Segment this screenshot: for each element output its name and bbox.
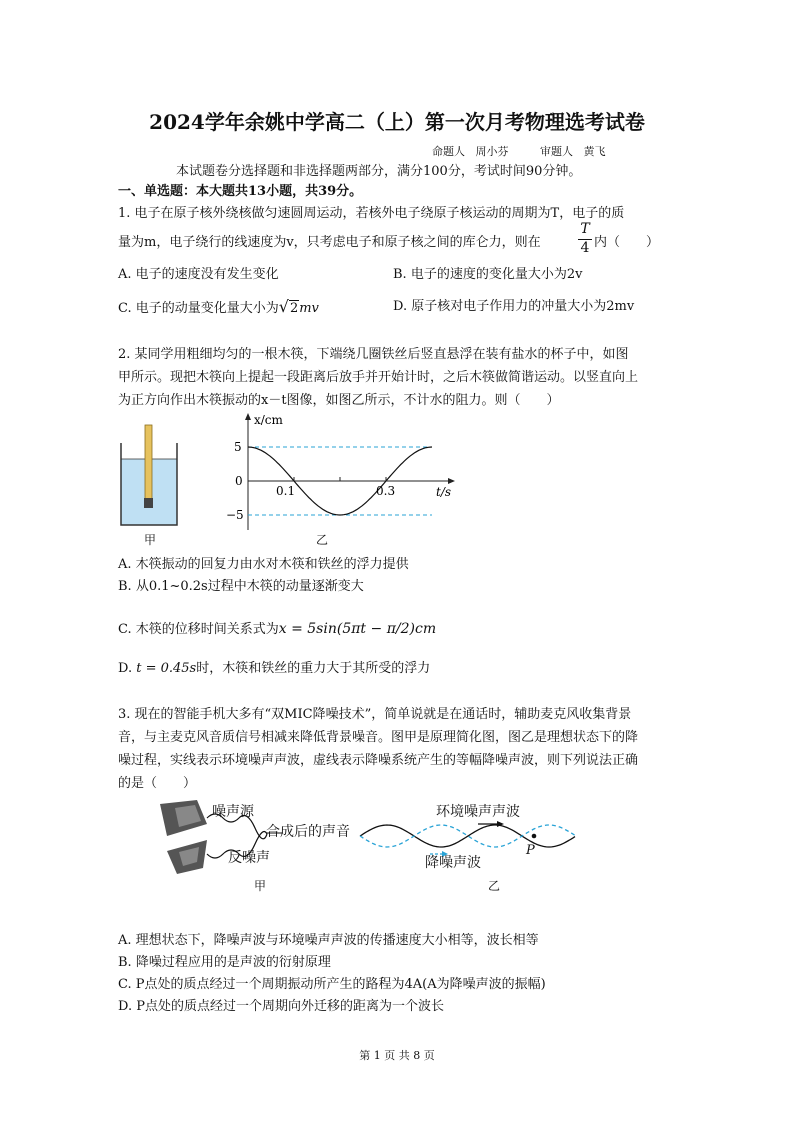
y-axis-arrow xyxy=(245,413,251,420)
q1-line1: 1. 电子在原子核外绕核做匀速圆周运动，若核外电子绕原子核运动的周期为T，电子的质 xyxy=(118,206,625,221)
q1-option-a: A. 电子的速度没有发生变化 xyxy=(118,267,279,282)
q2-option-d-text: 时，木筷和铁丝的重力大于其所受的浮力 xyxy=(196,661,431,676)
q3-option-b: B. 降噪过程应用的是声波的衍射原理 xyxy=(118,955,331,970)
y-tick-minus5: −5 xyxy=(226,508,244,522)
q1-option-d: D. 原子核对电子作用力的冲量大小为2mv xyxy=(393,299,635,314)
x-tick-0.3: 0.3 xyxy=(376,484,396,498)
q3-option-d: D. P点处的质点经过一个周期向外迁移的距离为一个波长 xyxy=(118,999,444,1014)
reviewer-label: 审题人 xyxy=(539,145,573,158)
env-wave-label: 环境噪声声波 xyxy=(436,804,520,820)
cancel-wave-label: 降噪声波 xyxy=(425,855,481,871)
q2-line1: 2. 某同学用粗细均匀的一根木筷，下端绕几圈铁丝后竖直悬浮在装有盐水的杯子中，如图 xyxy=(118,347,629,362)
point-p-label: P xyxy=(526,843,535,858)
q3-line4: 的是（ ） xyxy=(118,776,197,791)
section-heading: 一、单选题：本大题共13小题，共39分。 xyxy=(118,184,363,199)
xt-chart xyxy=(222,410,462,535)
q2-option-d: D. t = 0.45s时，木筷和铁丝的重力大于其所受的浮力 xyxy=(118,661,431,676)
mic-figure xyxy=(155,796,365,891)
q1-option-c xyxy=(118,298,319,317)
q2-option-b: B. 从0.1~0.2s过程中木筷的动量逐渐变大 xyxy=(118,579,364,594)
q1-option-b: B. 电子的速度的变化量大小为2v xyxy=(393,267,583,282)
q1-frac-den: 4 xyxy=(580,240,590,256)
cup-figure xyxy=(112,415,192,535)
q2-line2: 甲所示。现把木筷向上提起一段距离后放手并开始计时，之后木筷做简谐运动。以竖直向上 xyxy=(118,370,639,385)
q3-line1: 3. 现在的智能手机大多有“双MIC降噪技术”，简单说就是在通话时，辅助麦克风收集背景 xyxy=(118,707,632,722)
q1-line2a: 量为m，电子绕行的线速度为v，只考虑电子和原子核之间的库仑力，则在 xyxy=(118,235,541,250)
x-tick-0.1: 0.1 xyxy=(276,484,296,498)
authors-line xyxy=(432,143,605,160)
q2-option-c-text: C. 木筷的位移时间关系式为 xyxy=(118,622,279,637)
env-noise-wave-curve xyxy=(360,825,575,847)
noise-source-label: 噪声源 xyxy=(212,804,254,820)
fig3-jia-label: 甲 xyxy=(254,879,267,893)
q2-line3: 为正方向作出木筷振动的x－t图像，如图乙所示，不计水的阻力。则（ ） xyxy=(118,393,560,408)
y-axis-label: x/cm xyxy=(254,413,283,427)
reviewer-name: 黄飞 xyxy=(583,145,606,158)
q1-frac-num: T xyxy=(580,221,590,237)
q3-line2: 音，与主麦克风音质信号相减来降低背景噪音。图甲是原理简化图，图乙是理想状态下的降 xyxy=(118,730,639,745)
page-footer: 第 1 页 共 8 页 xyxy=(359,1049,435,1062)
x-ticks xyxy=(294,477,386,481)
q1-line2b: 内（ ） xyxy=(594,235,660,250)
page-title: 2024学年余姚中学高二（上）第一次月考物理选考试卷 xyxy=(149,110,645,134)
point-p-marker xyxy=(532,834,537,839)
combined-sound-label: 合成后的声音 xyxy=(266,824,350,840)
x-axis-arrow xyxy=(448,478,455,484)
fig3-yi-label: 乙 xyxy=(488,879,501,893)
y-tick-0: 0 xyxy=(235,474,243,488)
x-axis-label: t/s xyxy=(436,485,452,499)
q1-option-c-mv: mv xyxy=(299,301,319,316)
fig-yi-label: 乙 xyxy=(316,533,329,547)
iron-wire xyxy=(144,498,153,508)
q2-time-value: t = 0.45s xyxy=(136,661,197,676)
chopstick xyxy=(145,425,152,505)
q3-line3: 噪过程，实线表示环境噪声声波，虚线表示降噪系统产生的等幅降噪声波，则下列说法正确 xyxy=(118,753,639,768)
sqrt-sign: √ xyxy=(278,297,289,316)
fig-jia-label: 甲 xyxy=(144,533,157,547)
q1-line2 xyxy=(118,234,541,251)
q1-sqrt-value: 2 xyxy=(289,301,299,316)
instructions: 本试题卷分选择题和非选择题两部分，满分100分，考试时间90分钟。 xyxy=(176,164,582,179)
q2-option-c xyxy=(118,621,436,638)
q1-option-c-text: C. 电子的动量变化量大小为 xyxy=(118,301,279,316)
y-tick-5: 5 xyxy=(234,440,242,454)
q3-option-a: A. 理想状态下，降噪声波与环境噪声声波的传播速度大小相等，波长相等 xyxy=(118,933,539,948)
q1-fraction xyxy=(578,221,592,257)
q2-option-a: A. 木筷振动的回复力由水对木筷和铁丝的浮力提供 xyxy=(118,557,409,572)
q2-formula: x = 5sin(5πt − π/2)cm xyxy=(278,621,437,637)
anti-noise-label: 反噪声 xyxy=(228,850,270,866)
setter-label: 命题人 xyxy=(432,145,465,158)
setter-name: 周小芬 xyxy=(475,145,509,158)
q3-option-c: C. P点处的质点经过一个周期振动所产生的路程为4A(A为降噪声波的振幅) xyxy=(118,977,546,992)
